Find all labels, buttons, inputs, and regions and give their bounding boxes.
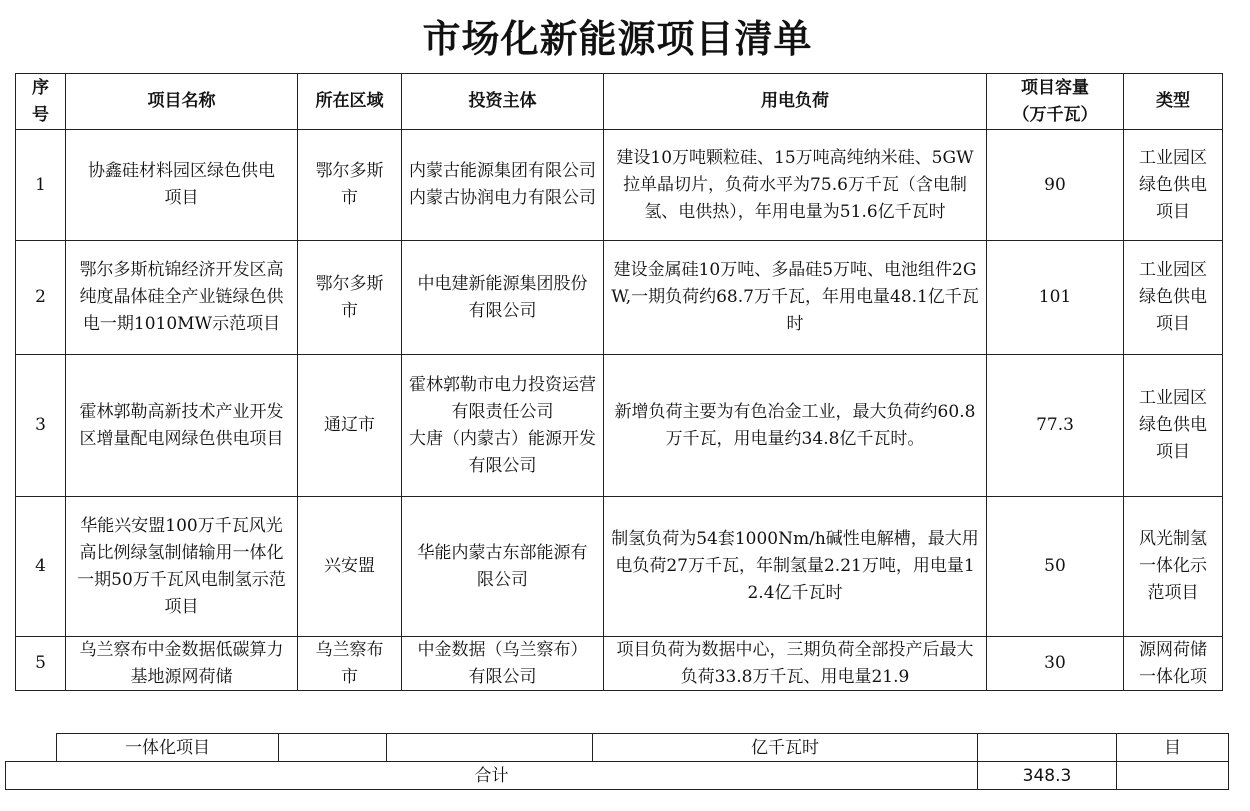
cell-investor [402,637,604,691]
cell-name: 一体化项目 [57,734,279,762]
header-capacity: 项目容量（万千瓦） [987,74,1124,130]
header-seq: 序号 [16,74,66,130]
cell-region-text: 乌兰察布市 [315,640,384,687]
document-title: 市场化新能源项目清单 [422,17,813,61]
total-row [6,762,1229,790]
cell-investor [387,734,593,762]
cell-type: 工业园区绿色供电项目 [1124,355,1223,497]
cell-investor: 华能内蒙古东部能源有限公司 [402,497,604,637]
total-label: 合计 [6,762,978,790]
table-row [16,355,1223,497]
cell-capacity: 77.3 [987,355,1124,497]
cell-capacity: 30 [987,637,1124,691]
header-name: 项目名称 [66,74,298,130]
project-table [15,73,1223,691]
cell-capacity [978,734,1117,762]
cell-seq: 4 [16,497,66,637]
table-header-row [16,74,1223,130]
cell-load [604,637,987,691]
table-row [16,241,1223,355]
cell-name [66,637,298,691]
cell-name: 霍林郭勒高新技术产业开发区增量配电网绿色供电项目 [66,355,298,497]
cell-investor-text: 中金数据（乌兰察布）有限公司 [417,640,588,687]
cell-type [1124,637,1223,691]
table-row [16,637,1223,691]
header-type: 类型 [1124,74,1223,130]
table-row [16,130,1223,241]
cell-investor: 内蒙古能源集团有限公司 内蒙古协润电力有限公司 [402,130,604,241]
cell-investor: 霍林郭勒市电力投资运营有限责任公司 大唐（内蒙古）能源开发有限公司 [402,355,604,497]
cell-seq: 2 [16,241,66,355]
cell-seq [6,734,57,762]
cell-capacity: 50 [987,497,1124,637]
cell-load-text: 项目负荷为数据中心，三期负荷全部投产后最大负荷33.8万千瓦、用电量21.9 [616,640,974,687]
cell-region: 鄂尔多斯市 [298,130,402,241]
cell-seq: 1 [16,130,66,241]
cell-region [298,637,402,691]
cell-investor: 中电建新能源集团股份有限公司 [402,241,604,355]
cell-region [279,734,387,762]
cell-type: 风光制氢一体化示范项目 [1124,497,1223,637]
cell-load: 制氢负荷为54套1000Nm/h碱性电解槽，最大用电负荷27万千瓦，年制氢量2.21万吨，用电量12.4亿千瓦时 [604,497,987,637]
cell-name-text: 乌兰察布中金数据低碳算力基地源网荷储 [79,640,284,687]
cell-region: 兴安盟 [298,497,402,637]
cell-type: 工业园区绿色供电项目 [1124,241,1223,355]
cell-name: 华能兴安盟100万千瓦风光高比例绿氢制储输用一体化一期50万千瓦风电制氢示范项目 [66,497,298,637]
cell-seq: 5 [16,637,66,691]
cell-capacity: 101 [987,241,1124,355]
cell-type: 工业园区绿色供电项目 [1124,130,1223,241]
header-load: 用电负荷 [604,74,987,130]
cell-name: 协鑫硅材料园区绿色供电项目 [66,130,298,241]
cell-load: 新增负荷主要为有色冶金工业，最大负荷约60.8万千瓦，用电量约34.8亿千瓦时。 [604,355,987,497]
header-region: 所在区域 [298,74,402,130]
cell-seq: 3 [16,355,66,497]
continuation-table [5,733,1229,790]
cell-capacity: 90 [987,130,1124,241]
total-capacity: 348.3 [978,762,1117,790]
cell-load: 建设10万吨颗粒硅、15万吨高纯纳米硅、5GW拉单晶切片，负荷水平为75.6万千瓦（含电制氢、电供热），年用电量为51.6亿千瓦时 [604,130,987,241]
cell-load: 建设金属硅10万吨、多晶硅5万吨、电池组件2GW,一期负荷约68.7万千瓦，年用电量48.1亿千瓦时 [604,241,987,355]
table-row [6,734,1229,762]
cell-load: 亿千瓦时 [593,734,978,762]
header-investor: 投资主体 [402,74,604,130]
cell-name: 鄂尔多斯杭锦经济开发区高纯度晶体硅全产业链绿色供电一期1010MW示范项目 [66,241,298,355]
cell-region: 鄂尔多斯市 [298,241,402,355]
table-row [16,497,1223,637]
cell-region: 通辽市 [298,355,402,497]
total-type [1117,762,1229,790]
cell-type-text: 源网荷储一体化项 [1139,640,1207,687]
cell-type: 目 [1117,734,1229,762]
